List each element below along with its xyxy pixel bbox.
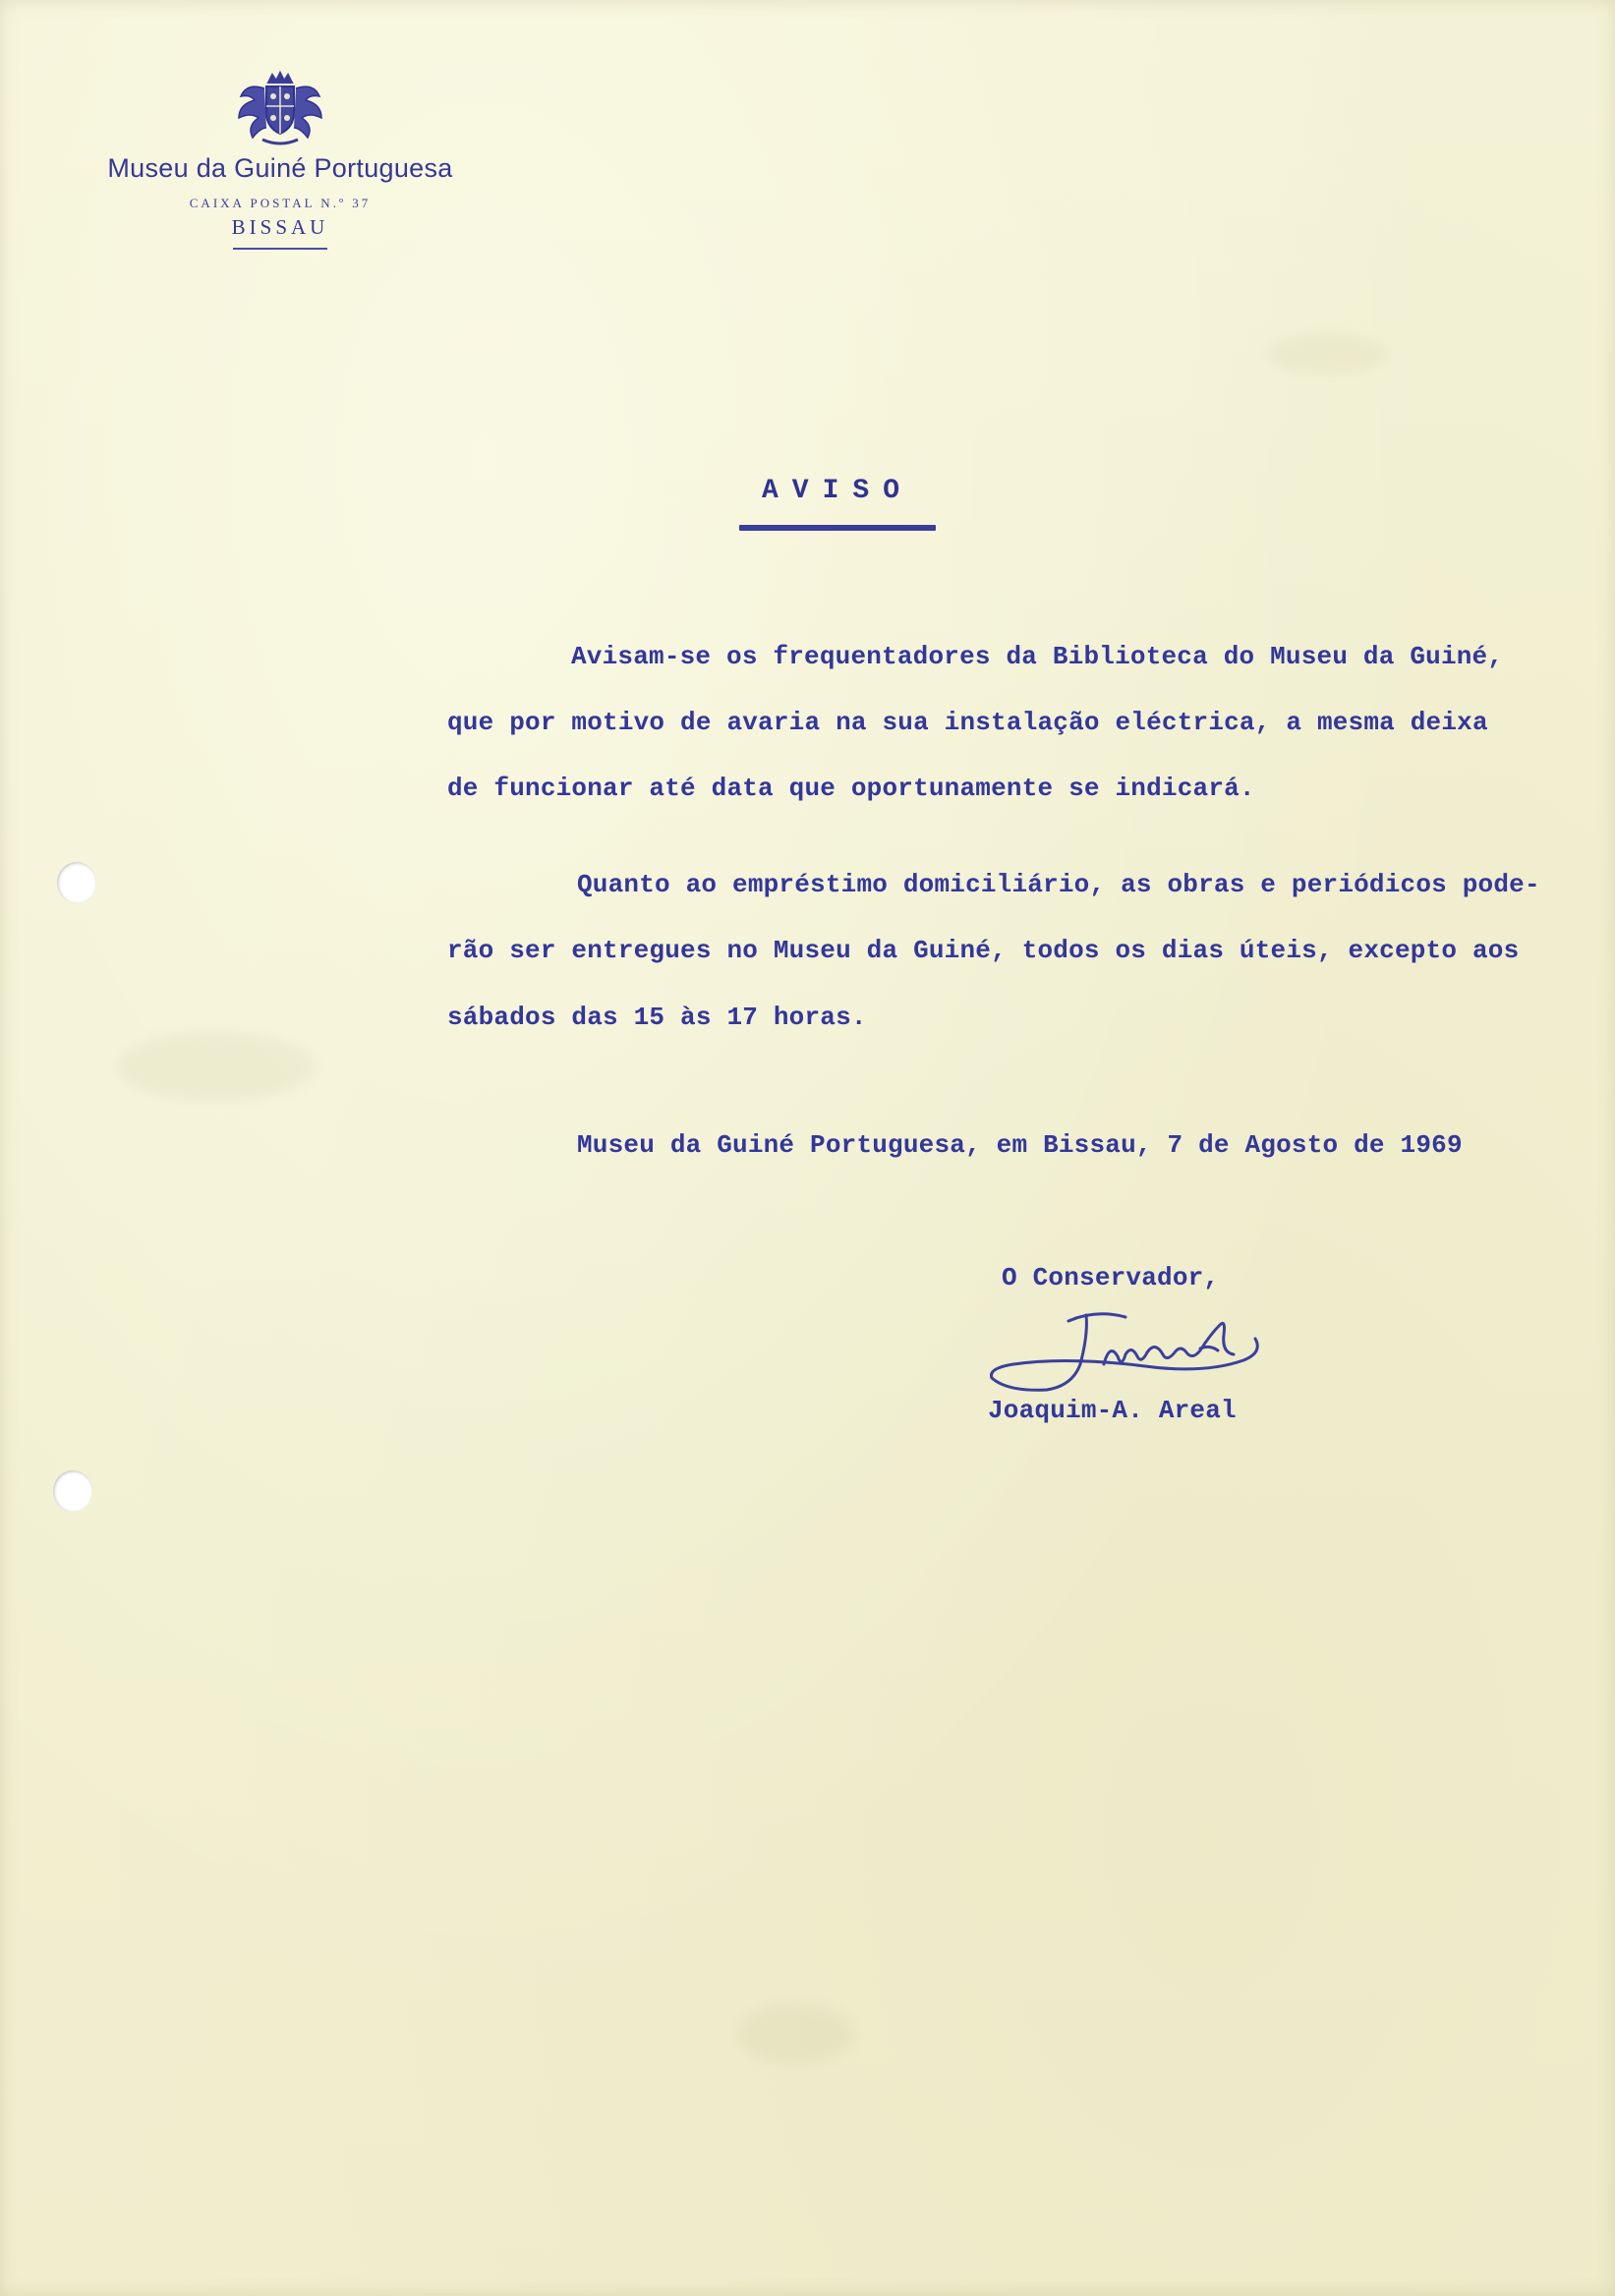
notice-title: AVISO	[761, 476, 913, 506]
letterhead	[59, 69, 501, 250]
letterhead-underline	[233, 248, 327, 250]
punch-hole	[57, 862, 96, 903]
paper-smudge	[737, 2005, 855, 2064]
handwritten-signature-icon	[978, 1295, 1283, 1404]
place-and-date: Museu da Guiné Portuguesa, em Bissau, 7 de Agosto de 1969	[577, 1130, 1463, 1160]
paragraph-2-line-1: Quanto ao empréstimo domiciliário, as obras e periódicos pode-	[577, 870, 1540, 899]
coat-of-arms-crest-icon	[233, 69, 327, 149]
paragraph-1-line-2: que por motivo de avaria na sua instalação eléctrica, a mesma deixa	[447, 708, 1488, 737]
paragraph-1-line-1: Avisam-se os frequentadores da Biblioteca do Museu da Guiné,	[571, 642, 1504, 671]
paper-smudge	[1268, 334, 1386, 373]
postal-box: CAIXA POSTAL N.º 37	[189, 196, 372, 210]
signer-name: Joaquim-A. Areal	[988, 1396, 1237, 1425]
signer-role: O Conservador,	[1002, 1263, 1220, 1292]
title-underline	[739, 525, 936, 531]
punch-hole	[53, 1470, 92, 1512]
museum-name: Museu da Guiné Portuguesa	[107, 153, 453, 183]
paper-smudge	[118, 1032, 315, 1101]
city-name: BISSAU	[231, 215, 329, 239]
paragraph-1-line-3: de funcionar até data que oportunamente se indicará.	[447, 774, 1255, 803]
paragraph-2-line-3: sábados das 15 às 17 horas.	[447, 1003, 867, 1032]
paragraph-2-line-2: rão ser entregues no Museu da Guiné, todos os dias úteis, excepto aos	[447, 936, 1520, 965]
